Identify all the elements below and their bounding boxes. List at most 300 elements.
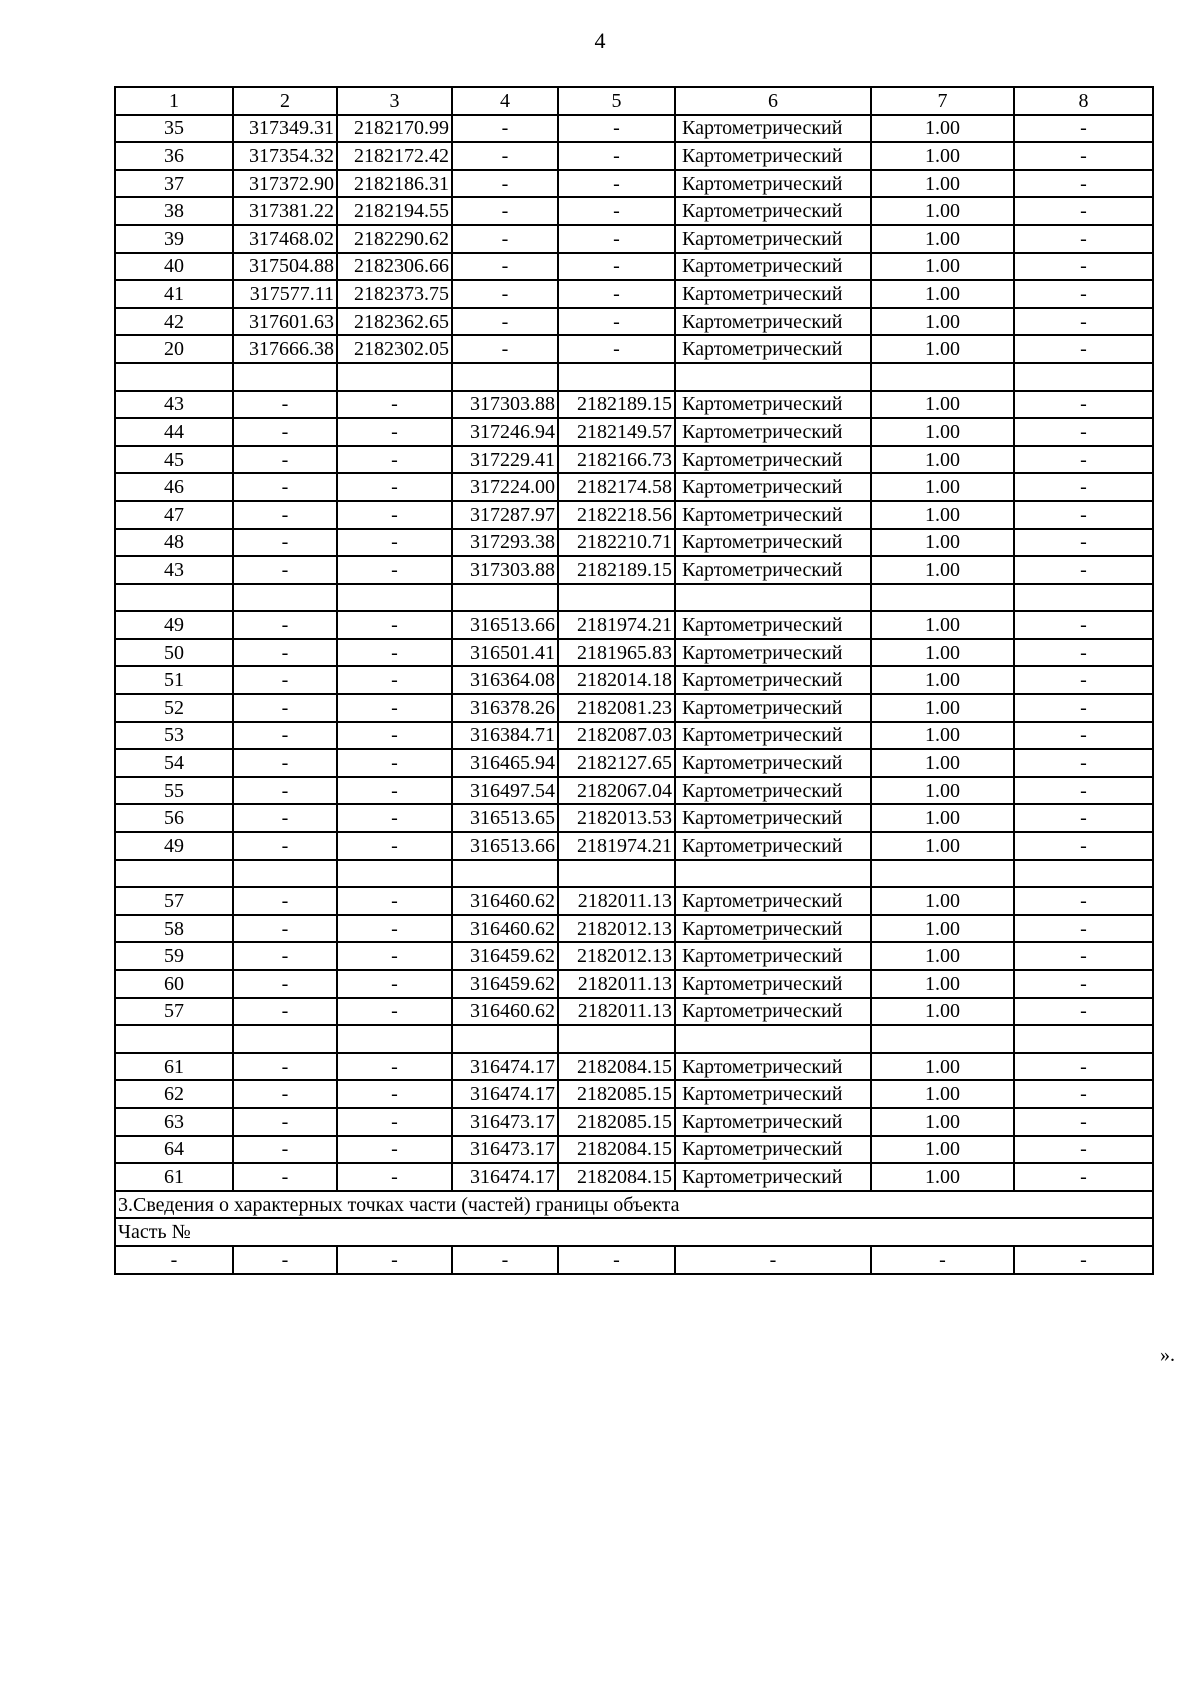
table-cell-col-1: 48 <box>115 529 233 557</box>
table-cell-col-3: - <box>337 418 452 446</box>
table-row <box>115 611 1153 639</box>
table-cell-col-7 <box>871 860 1014 888</box>
table-cell-col-3: - <box>337 777 452 805</box>
table-cell-col-7: 1.00 <box>871 611 1014 639</box>
table-cell-col-2: - <box>233 1163 337 1191</box>
table-row <box>115 529 1153 557</box>
table-row <box>115 418 1153 446</box>
table-cell-col-3: - <box>337 998 452 1026</box>
table-cell-col-1 <box>115 860 233 888</box>
table-cell-col-3: - <box>337 556 452 584</box>
table-cell-col-6: Картометрический <box>675 115 871 143</box>
table-cell-col-2: - <box>233 832 337 860</box>
table-cell-col-7: 1.00 <box>871 446 1014 474</box>
table-cell-col-5: - <box>558 308 675 336</box>
page-number: 4 <box>594 28 606 53</box>
table-cell-col-4: - <box>452 197 558 225</box>
table-cell-col-4: 316473.17 <box>452 1108 558 1136</box>
table-cell-col-3: - <box>337 666 452 694</box>
table-cell-col-2: - <box>233 666 337 694</box>
table-cell-col-8: - <box>1014 308 1153 336</box>
table-cell-col-6: Картометрический <box>675 1163 871 1191</box>
table-cell-col-4: - <box>452 115 558 143</box>
table-cell-col-5: 2182189.15 <box>558 556 675 584</box>
table-cell-col-2: 317666.38 <box>233 335 337 363</box>
table-cell-col-7: 1.00 <box>871 501 1014 529</box>
table-cell-col-5: 2182127.65 <box>558 749 675 777</box>
table-cell-col-2: 317468.02 <box>233 225 337 253</box>
part-cell: - <box>115 1246 233 1274</box>
table-cell-col-6: Картометрический <box>675 1080 871 1108</box>
table-cell-col-2: - <box>233 639 337 667</box>
table-cell-col-6: Картометрический <box>675 280 871 308</box>
section3-title: 3.Сведения о характерных точках части (частей) границы объекта <box>115 1191 1153 1219</box>
table-cell-col-6 <box>675 1025 871 1053</box>
table-cell-col-4: 316378.26 <box>452 694 558 722</box>
table-cell-col-8: - <box>1014 418 1153 446</box>
table-cell-col-3: - <box>337 722 452 750</box>
table-row <box>115 473 1153 501</box>
table-cell-col-8 <box>1014 860 1153 888</box>
table-cell-col-1: 49 <box>115 611 233 639</box>
table-cell-col-1: 56 <box>115 804 233 832</box>
table-cell-col-4: - <box>452 335 558 363</box>
table-row <box>115 1136 1153 1164</box>
table-cell-col-7: 1.00 <box>871 418 1014 446</box>
table-cell-col-5: - <box>558 115 675 143</box>
separator-row <box>115 1025 1153 1053</box>
table-cell-col-3: 2182170.99 <box>337 115 452 143</box>
table-cell-col-1: 45 <box>115 446 233 474</box>
table-cell-col-1: 57 <box>115 887 233 915</box>
table-cell-col-6: Картометрический <box>675 611 871 639</box>
table-cell-col-6: Картометрический <box>675 529 871 557</box>
separator-row <box>115 584 1153 612</box>
table-cell-col-6: Картометрический <box>675 473 871 501</box>
table-cell-col-6: Картометрический <box>675 1108 871 1136</box>
table-cell-col-3: 2182194.55 <box>337 197 452 225</box>
table-cell-col-1: 54 <box>115 749 233 777</box>
table-cell-col-1: 57 <box>115 998 233 1026</box>
table-cell-col-7: 1.00 <box>871 473 1014 501</box>
table-cell-col-3: - <box>337 391 452 419</box>
table-cell-col-1: 37 <box>115 170 233 198</box>
table-cell-col-5: 2181974.21 <box>558 832 675 860</box>
table-cell-col-5: - <box>558 253 675 281</box>
table-cell-col-1: 47 <box>115 501 233 529</box>
table-cell-col-7: 1.00 <box>871 694 1014 722</box>
table-cell-col-5: 2182011.13 <box>558 887 675 915</box>
part-cell: - <box>1014 1246 1153 1274</box>
table-cell-col-1: 46 <box>115 473 233 501</box>
table-cell-col-3: - <box>337 1053 452 1081</box>
table-cell-col-2: - <box>233 446 337 474</box>
table-cell-col-2: - <box>233 418 337 446</box>
table-row <box>115 1108 1153 1136</box>
table-cell-col-3: 2182290.62 <box>337 225 452 253</box>
table-cell-col-5: 2182011.13 <box>558 970 675 998</box>
table-cell-col-8: - <box>1014 1053 1153 1081</box>
table-cell-col-8: - <box>1014 529 1153 557</box>
table-cell-col-2: - <box>233 942 337 970</box>
table-cell-col-2 <box>233 1025 337 1053</box>
table-cell-col-4: 317303.88 <box>452 391 558 419</box>
header-cell: 3 <box>337 87 452 115</box>
table-cell-col-1: 50 <box>115 639 233 667</box>
table-cell-col-7: 1.00 <box>871 832 1014 860</box>
table-cell-col-4: 316364.08 <box>452 666 558 694</box>
table-cell-col-6: Картометрический <box>675 253 871 281</box>
table-row <box>115 446 1153 474</box>
table-cell-col-4: 316474.17 <box>452 1053 558 1081</box>
table-cell-col-2: - <box>233 777 337 805</box>
table-cell-col-8: - <box>1014 887 1153 915</box>
table-cell-col-5: 2182210.71 <box>558 529 675 557</box>
part-label: Часть № <box>115 1218 1153 1246</box>
table-cell-col-8: - <box>1014 473 1153 501</box>
table-row <box>115 804 1153 832</box>
table-cell-col-2: 317601.63 <box>233 308 337 336</box>
table-cell-col-2: - <box>233 556 337 584</box>
table-row <box>115 722 1153 750</box>
table-cell-col-6: Картометрический <box>675 225 871 253</box>
table-cell-col-5: 2182166.73 <box>558 446 675 474</box>
table-cell-col-7: 1.00 <box>871 970 1014 998</box>
table-cell-col-5: 2181974.21 <box>558 611 675 639</box>
table-cell-col-4: 316474.17 <box>452 1080 558 1108</box>
table-cell-col-1: 51 <box>115 666 233 694</box>
table-cell-col-1: 61 <box>115 1163 233 1191</box>
table-cell-col-3: - <box>337 887 452 915</box>
table-cell-col-3: - <box>337 529 452 557</box>
table-cell-col-8 <box>1014 363 1153 391</box>
table-cell-col-2: - <box>233 998 337 1026</box>
table-cell-col-5 <box>558 363 675 391</box>
table-cell-col-5: 2182081.23 <box>558 694 675 722</box>
part-cell: - <box>558 1246 675 1274</box>
closing-quote: ». <box>1160 1344 1175 1366</box>
table-cell-col-6: Картометрический <box>675 197 871 225</box>
table-row <box>115 1163 1153 1191</box>
table-cell-col-6: Картометрический <box>675 722 871 750</box>
table-cell-col-8: - <box>1014 115 1153 143</box>
table-cell-col-8: - <box>1014 391 1153 419</box>
table-cell-col-5: 2181965.83 <box>558 639 675 667</box>
table-row <box>115 998 1153 1026</box>
table-row <box>115 115 1153 143</box>
table-cell-col-2 <box>233 584 337 612</box>
table-row <box>115 253 1153 281</box>
table-cell-col-8: - <box>1014 280 1153 308</box>
table-cell-col-6: Картометрический <box>675 1136 871 1164</box>
part-cell: - <box>871 1246 1014 1274</box>
table-cell-col-8: - <box>1014 639 1153 667</box>
table-cell-col-3: 2182172.42 <box>337 142 452 170</box>
table-cell-col-7: 1.00 <box>871 722 1014 750</box>
part-cell: - <box>675 1246 871 1274</box>
table-cell-col-4: 317246.94 <box>452 418 558 446</box>
table-cell-col-2: - <box>233 694 337 722</box>
table-cell-col-6: Картометрический <box>675 170 871 198</box>
table-cell-col-5: - <box>558 170 675 198</box>
table-cell-col-6: Картометрический <box>675 418 871 446</box>
table-cell-col-3 <box>337 860 452 888</box>
table-cell-col-2: - <box>233 1053 337 1081</box>
table-cell-col-7: 1.00 <box>871 749 1014 777</box>
table-cell-col-5: 2182013.53 <box>558 804 675 832</box>
table-cell-col-1: 59 <box>115 942 233 970</box>
table-cell-col-4: 316459.62 <box>452 970 558 998</box>
table-row <box>115 1080 1153 1108</box>
table-cell-col-7: 1.00 <box>871 1053 1014 1081</box>
table-cell-col-2: - <box>233 804 337 832</box>
table-cell-col-5: 2182067.04 <box>558 777 675 805</box>
table-cell-col-5: 2182189.15 <box>558 391 675 419</box>
table-cell-col-4: - <box>452 225 558 253</box>
table-cell-col-8: - <box>1014 777 1153 805</box>
table-cell-col-5: 2182012.13 <box>558 942 675 970</box>
table-cell-col-7: 1.00 <box>871 1136 1014 1164</box>
table-cell-col-8: - <box>1014 832 1153 860</box>
table-cell-col-2: - <box>233 391 337 419</box>
table-cell-col-4: - <box>452 170 558 198</box>
table-cell-col-1: 36 <box>115 142 233 170</box>
table-cell-col-7: 1.00 <box>871 225 1014 253</box>
table-cell-col-5 <box>558 1025 675 1053</box>
table-row <box>115 1053 1153 1081</box>
table-cell-col-7: 1.00 <box>871 666 1014 694</box>
table-cell-col-2: - <box>233 529 337 557</box>
table-cell-col-5: 2182218.56 <box>558 501 675 529</box>
table-cell-col-7: 1.00 <box>871 804 1014 832</box>
table-cell-col-2: 317354.32 <box>233 142 337 170</box>
table-cell-col-1 <box>115 363 233 391</box>
table-row <box>115 887 1153 915</box>
table-cell-col-8: - <box>1014 446 1153 474</box>
table-cell-col-4: 316474.17 <box>452 1163 558 1191</box>
table-cell-col-4 <box>452 363 558 391</box>
table-cell-col-2: 317372.90 <box>233 170 337 198</box>
table-cell-col-6: Картометрический <box>675 391 871 419</box>
part-cell: - <box>233 1246 337 1274</box>
table-cell-col-2: 317577.11 <box>233 280 337 308</box>
table-cell-col-4: 316473.17 <box>452 1136 558 1164</box>
table-cell-col-2: - <box>233 1108 337 1136</box>
table-cell-col-5: 2182084.15 <box>558 1136 675 1164</box>
table-row <box>115 777 1153 805</box>
table-cell-col-6: Картометрический <box>675 446 871 474</box>
table-cell-col-8: - <box>1014 142 1153 170</box>
table-cell-col-2: - <box>233 915 337 943</box>
table-cell-col-7: 1.00 <box>871 777 1014 805</box>
table-cell-col-7: 1.00 <box>871 1108 1014 1136</box>
part-cell: - <box>452 1246 558 1274</box>
table-cell-col-2: - <box>233 749 337 777</box>
table-cell-col-4: 317303.88 <box>452 556 558 584</box>
table-cell-col-6: Картометрический <box>675 887 871 915</box>
table-cell-col-3: - <box>337 915 452 943</box>
boundary-points-table <box>114 86 1154 1275</box>
table-cell-col-2: 317381.22 <box>233 197 337 225</box>
header-cell: 7 <box>871 87 1014 115</box>
table-cell-col-1: 40 <box>115 253 233 281</box>
table-cell-col-4: 316384.71 <box>452 722 558 750</box>
table-row <box>115 501 1153 529</box>
table-cell-col-6: Картометрический <box>675 804 871 832</box>
table-cell-col-6: Картометрический <box>675 308 871 336</box>
table-cell-col-2: - <box>233 887 337 915</box>
table-cell-col-4: 316460.62 <box>452 887 558 915</box>
table-cell-col-4: 316513.65 <box>452 804 558 832</box>
table-cell-col-4: 317287.97 <box>452 501 558 529</box>
table-cell-col-7: 1.00 <box>871 280 1014 308</box>
table-cell-col-3 <box>337 1025 452 1053</box>
table-row <box>115 639 1153 667</box>
table-cell-col-4: - <box>452 142 558 170</box>
table-cell-col-8: - <box>1014 253 1153 281</box>
table-cell-col-5: - <box>558 142 675 170</box>
table-cell-col-5: 2182012.13 <box>558 915 675 943</box>
table-cell-col-7 <box>871 363 1014 391</box>
table-cell-col-3: - <box>337 804 452 832</box>
table-cell-col-1 <box>115 584 233 612</box>
table-cell-col-4: 316501.41 <box>452 639 558 667</box>
table-cell-col-1: 60 <box>115 970 233 998</box>
table-cell-col-4: 316459.62 <box>452 942 558 970</box>
table-cell-col-2: 317349.31 <box>233 115 337 143</box>
table-cell-col-1: 53 <box>115 722 233 750</box>
header-cell: 5 <box>558 87 675 115</box>
table-cell-col-7: 1.00 <box>871 308 1014 336</box>
table-cell-col-5: 2182084.15 <box>558 1163 675 1191</box>
table-cell-col-1: 20 <box>115 335 233 363</box>
table-row <box>115 915 1153 943</box>
table-cell-col-2 <box>233 860 337 888</box>
table-cell-col-1: 44 <box>115 418 233 446</box>
table-cell-col-8 <box>1014 1025 1153 1053</box>
table-cell-col-8: - <box>1014 501 1153 529</box>
table-cell-col-3: - <box>337 1108 452 1136</box>
separator-row <box>115 363 1153 391</box>
separator-row <box>115 860 1153 888</box>
table-cell-col-3: 2182186.31 <box>337 170 452 198</box>
table-row <box>115 832 1153 860</box>
table-row <box>115 391 1153 419</box>
table-cell-col-7: 1.00 <box>871 529 1014 557</box>
table-cell-col-1: 38 <box>115 197 233 225</box>
table-cell-col-1: 43 <box>115 391 233 419</box>
table-cell-col-4: 316460.62 <box>452 915 558 943</box>
table-cell-col-6 <box>675 860 871 888</box>
table-cell-col-7: 1.00 <box>871 942 1014 970</box>
header-cell: 2 <box>233 87 337 115</box>
table-cell-col-6: Картометрический <box>675 666 871 694</box>
table-cell-col-5: - <box>558 280 675 308</box>
table-cell-col-5: - <box>558 225 675 253</box>
table-cell-col-8: - <box>1014 197 1153 225</box>
table-cell-col-2: - <box>233 1136 337 1164</box>
table-cell-col-7: 1.00 <box>871 253 1014 281</box>
table-cell-col-7: 1.00 <box>871 142 1014 170</box>
table-cell-col-1: 55 <box>115 777 233 805</box>
table-cell-col-7 <box>871 584 1014 612</box>
header-cell: 4 <box>452 87 558 115</box>
table-cell-col-3: 2182362.65 <box>337 308 452 336</box>
table-cell-col-6: Картометрический <box>675 942 871 970</box>
table-cell-col-8: - <box>1014 722 1153 750</box>
table-cell-col-7: 1.00 <box>871 1163 1014 1191</box>
table-cell-col-3: - <box>337 1136 452 1164</box>
table-cell-col-6 <box>675 363 871 391</box>
table-cell-col-6: Картометрический <box>675 998 871 1026</box>
table-row <box>115 749 1153 777</box>
table-cell-col-3: - <box>337 694 452 722</box>
table-cell-col-6: Картометрический <box>675 335 871 363</box>
table-cell-col-7: 1.00 <box>871 115 1014 143</box>
table-cell-col-2: - <box>233 1080 337 1108</box>
table-cell-col-8: - <box>1014 749 1153 777</box>
table-cell-col-5: 2182087.03 <box>558 722 675 750</box>
part-data-row <box>115 1246 1153 1274</box>
table-cell-col-6: Картометрический <box>675 639 871 667</box>
table-cell-col-6: Картометрический <box>675 749 871 777</box>
table-cell-col-3: - <box>337 611 452 639</box>
table-cell-col-7: 1.00 <box>871 335 1014 363</box>
table-cell-col-2: - <box>233 473 337 501</box>
table-cell-col-1: 43 <box>115 556 233 584</box>
table-cell-col-6: Картометрический <box>675 970 871 998</box>
table-cell-col-7: 1.00 <box>871 639 1014 667</box>
table-cell-col-2: - <box>233 970 337 998</box>
table-cell-col-1: 64 <box>115 1136 233 1164</box>
table-cell-col-6: Картометрический <box>675 694 871 722</box>
table-cell-col-4: 316513.66 <box>452 611 558 639</box>
table-cell-col-3 <box>337 584 452 612</box>
table-row <box>115 280 1153 308</box>
header-cell: 1 <box>115 87 233 115</box>
table-cell-col-4 <box>452 860 558 888</box>
table-cell-col-8: - <box>1014 942 1153 970</box>
table-cell-col-4: 317229.41 <box>452 446 558 474</box>
table-cell-col-6: Картометрический <box>675 1053 871 1081</box>
table-cell-col-3: - <box>337 970 452 998</box>
table-cell-col-5: 2182085.15 <box>558 1080 675 1108</box>
table-cell-col-4: - <box>452 308 558 336</box>
table-cell-col-1: 41 <box>115 280 233 308</box>
table-cell-col-6 <box>675 584 871 612</box>
part-cell: - <box>337 1246 452 1274</box>
table-cell-col-5: 2182084.15 <box>558 1053 675 1081</box>
table-cell-col-6: Картометрический <box>675 556 871 584</box>
table-cell-col-4 <box>452 1025 558 1053</box>
table-row <box>115 666 1153 694</box>
table-cell-col-5: 2182014.18 <box>558 666 675 694</box>
table-cell-col-8: - <box>1014 915 1153 943</box>
table-cell-col-7: 1.00 <box>871 197 1014 225</box>
table-row <box>115 197 1153 225</box>
table-row <box>115 694 1153 722</box>
table-cell-col-5: 2182149.57 <box>558 418 675 446</box>
table-cell-col-8: - <box>1014 1080 1153 1108</box>
table-cell-col-8: - <box>1014 998 1153 1026</box>
table-cell-col-5: - <box>558 335 675 363</box>
table-cell-col-4: - <box>452 280 558 308</box>
table-cell-col-3: - <box>337 1163 452 1191</box>
table-cell-col-3: - <box>337 473 452 501</box>
table-cell-col-8: - <box>1014 170 1153 198</box>
table-cell-col-5: 2182085.15 <box>558 1108 675 1136</box>
table-cell-col-3: - <box>337 639 452 667</box>
